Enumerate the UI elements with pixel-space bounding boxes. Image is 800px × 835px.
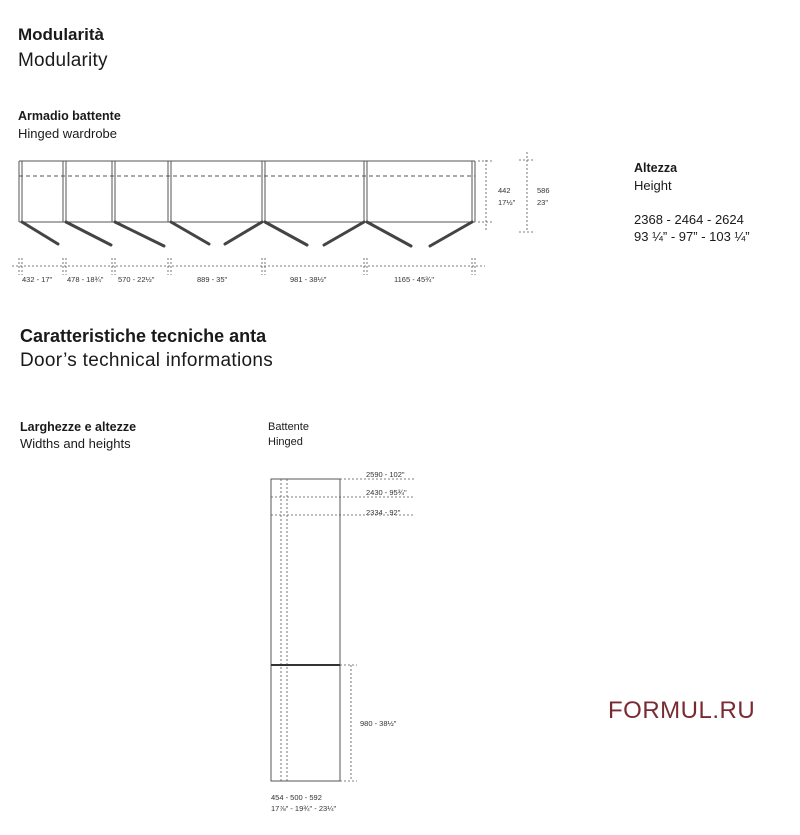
door-height-label: 2334 - 92" <box>366 508 401 517</box>
module-width-label: 478 - 18¾" <box>67 275 104 284</box>
module-width-label: 981 - 38½" <box>290 275 327 284</box>
wardrobe-subtitle-it: Armadio battente <box>18 109 121 123</box>
door-type-en: Hinged <box>268 436 303 448</box>
depth-inner-in: 17½" <box>498 198 516 207</box>
door-type-it: Battente <box>268 421 309 433</box>
height-values-mm: 2368 - 2464 - 2624 <box>634 212 744 227</box>
modularity-title-it: Modularità <box>18 25 104 44</box>
door-height-label: 2590 - 102" <box>366 470 405 479</box>
wardrobe-subtitle-en: Hinged wardrobe <box>18 126 118 141</box>
tech-title-it: Caratteristiche tecniche anta <box>20 326 267 346</box>
height-label-en: Height <box>634 178 672 193</box>
door-widths-in: 17⅞" - 19¾" - 23¼" <box>271 804 337 813</box>
door-mid-height-label: 980 - 38½" <box>360 719 397 728</box>
module-width-label: 1165 - 45¾" <box>394 275 435 284</box>
door-widths-mm: 454 - 500 - 592 <box>271 793 322 802</box>
module-width-label: 432 - 17" <box>22 275 53 284</box>
height-values-in: 93 ¼” - 97” - 103 ¼” <box>634 229 750 244</box>
height-label-it: Altezza <box>634 161 678 175</box>
sizes-label-it: Larghezze e altezze <box>20 420 137 434</box>
sizes-label-en: Widths and heights <box>20 436 131 451</box>
depth-inner-mm: 442 <box>498 186 511 195</box>
module-width-label: 889 - 35" <box>197 275 228 284</box>
door-height-label: 2430 - 95¾" <box>366 488 407 497</box>
modularity-title-en: Modularity <box>18 50 108 71</box>
tech-title-en: Door’s technical informations <box>20 350 273 371</box>
depth-outer-mm: 586 <box>537 186 550 195</box>
watermark-text: FORMUL.RU <box>608 697 756 724</box>
module-width-label: 570 - 22½" <box>118 275 155 284</box>
depth-outer-in: 23" <box>537 198 549 207</box>
